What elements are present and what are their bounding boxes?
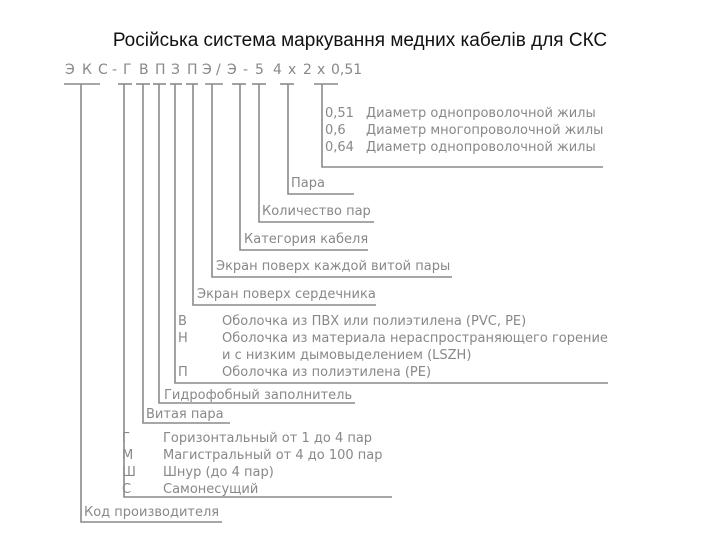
code-char: х	[288, 62, 297, 78]
diameter-value: 0,51	[325, 106, 354, 121]
diameter-text: Диаметр многопроволочной жилы	[366, 123, 604, 138]
application-key: Г	[122, 431, 130, 446]
page-title: Російська система маркування медних кабелів для СКС	[112, 30, 608, 51]
application-text: Магистральный от 4 до 100 пар	[163, 448, 383, 463]
code-char: -	[243, 62, 249, 78]
sheath-key: В	[178, 314, 187, 329]
code-char: В	[139, 62, 149, 78]
code-char: С	[98, 62, 108, 78]
diameter-value: 0,6	[325, 123, 346, 138]
code-char: З	[171, 62, 180, 78]
code-char: -	[112, 62, 118, 78]
category-label: Категория кабеля	[244, 232, 369, 247]
diameter-value: 0,64	[325, 140, 354, 155]
code-char: 2	[303, 62, 312, 78]
application-key: Ш	[122, 465, 136, 480]
code-char: П	[155, 62, 166, 78]
diameter-text: Диаметр однопроволочной жилы	[366, 140, 596, 155]
vendor-code-label: Код производителя	[84, 505, 220, 520]
application-text: Шнур (до 4 пар)	[163, 465, 274, 480]
hydrophobic-label: Гидрофобный заполнитель	[164, 388, 353, 403]
code-char: Э	[227, 62, 237, 78]
code-char: 4	[273, 62, 282, 78]
code-char: П	[187, 62, 198, 78]
diameter-text: Диаметр однопроволочной жилы	[366, 106, 596, 121]
sheath-key: П	[178, 365, 188, 380]
application-key: С	[122, 482, 132, 497]
application-text: Самонесущий	[163, 482, 259, 497]
code-char: Э	[65, 62, 75, 78]
code-char: Г	[123, 62, 132, 78]
code-char: х	[317, 62, 326, 78]
sheath-text: Оболочка из полиэтилена (PE)	[222, 365, 432, 380]
screen-core-label: Экран поверх сердечника	[197, 287, 376, 302]
sheath-text: Оболочка из ПВХ или полиэтилена (PVC, PE)	[222, 314, 527, 329]
sheath-text: и с низким дымовыделением (LSZH)	[222, 348, 472, 363]
code-char: /	[216, 62, 221, 78]
code-char: 0,51	[331, 62, 363, 78]
twisted-pair-label: Витая пара	[146, 407, 224, 422]
code-char: 5	[255, 62, 264, 78]
sheath-key: Н	[178, 331, 188, 346]
screen-pairs-label: Экран поверх каждой витой пары	[216, 259, 451, 274]
code-char: Э	[202, 62, 212, 78]
code-char: К	[82, 62, 92, 78]
pair-label: Пара	[291, 176, 325, 191]
application-key: М	[122, 448, 134, 463]
sheath-text: Оболочка из материала нераспространяющего горение	[222, 331, 608, 346]
application-text: Горизонтальный от 1 до 4 пар	[163, 431, 373, 446]
pair-count-label: Количество пар	[262, 204, 371, 219]
